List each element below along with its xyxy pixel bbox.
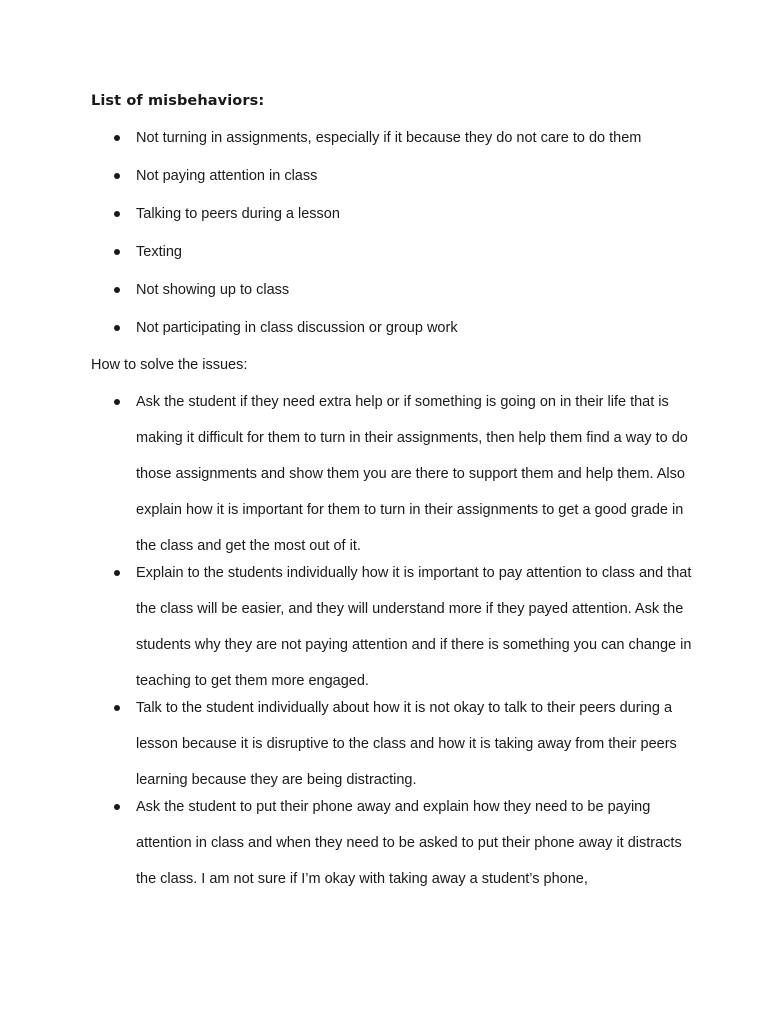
list-item-text: Ask the student to put their phone away and explain how they need to be paying attention in class and when they need to be asked to put their phone away it distracts the class. I am not sure if I’m okay with taking away a student’s phone,	[136, 799, 682, 887]
list-item-text: Not turning in assignments, especially if it because they do not care to do them	[136, 130, 642, 146]
bullet-icon	[114, 287, 120, 293]
list-item	[0, 243, 696, 281]
list-item	[0, 789, 696, 897]
list-item-text: Texting	[136, 244, 182, 260]
list-item	[0, 205, 696, 243]
bullet-icon	[114, 705, 120, 711]
list-item	[0, 690, 696, 798]
solutions-heading: How to solve the issues:	[91, 357, 248, 373]
list-item	[0, 281, 696, 319]
list-item-text: Explain to the students individually how it is important to pay attention to class and that the class will be easier, and they will understand more if they payed attention. Ask the students why they are not paying attention and if there is something you can change in teaching to get them more engaged.	[136, 565, 692, 689]
bullet-icon	[114, 325, 120, 331]
list-item-text: Not participating in class discussion or group work	[136, 320, 458, 336]
bullet-icon	[114, 173, 120, 179]
list-item	[0, 384, 696, 564]
list-item	[0, 555, 696, 699]
bullet-icon	[114, 399, 120, 405]
list-item-text: Ask the student if they need extra help or if something is going on in their life that is making it difficult for them to turn in their assignments, then help them find a way to do those assignments and show them you are there to support them and help them. Also explain how it is important for them to turn in their assignments to get a good grade in the class and get the most out of it.	[136, 394, 688, 554]
bullet-icon	[114, 135, 120, 141]
list-item	[0, 167, 696, 205]
list-item-text: Not showing up to class	[136, 282, 290, 298]
bullet-icon	[114, 570, 120, 576]
misbehaviors-list	[0, 129, 768, 357]
list-item	[0, 319, 696, 357]
bullet-icon	[114, 804, 120, 810]
misbehaviors-heading: List of misbehaviors:	[91, 93, 265, 109]
list-item-text: Not paying attention in class	[136, 168, 318, 184]
solutions-list	[0, 393, 768, 897]
list-item-text: Talking to peers during a lesson	[136, 206, 340, 222]
list-item	[0, 129, 696, 167]
bullet-icon	[114, 211, 120, 217]
bullet-icon	[114, 249, 120, 255]
list-item-text: Talk to the student individually about how it is not okay to talk to their peers during a lesson because it is disruptive to the class and how it is taking away from their peers learning because they are being distracting.	[136, 700, 677, 788]
